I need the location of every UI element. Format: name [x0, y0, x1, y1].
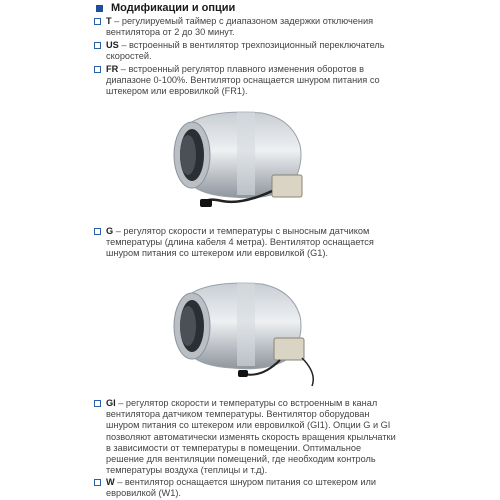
option-code: G — [106, 226, 114, 236]
option-text: – регулятор скорости и температуры со встроенным в канал вентилятора датчиком температуры. Вентилятор оборудован шнуром питания со штекером или евровилкой (GI1). Опции G и GI позволяют автоматически изменять скорость вращения крыльчатки в зависимости от температуры в помещении. Оптимальное решение для вентиляции помещений, где необходим контроль температуры воздуха (теплицы и т.д). — [106, 398, 396, 476]
checkbox-icon — [94, 18, 101, 25]
option-fr — [106, 64, 398, 98]
checkbox-icon — [94, 479, 101, 486]
fan-g-image — [152, 278, 332, 390]
heading-text: Модификации и опции — [111, 2, 236, 14]
fan-fr-image — [152, 105, 318, 213]
checkbox-icon — [94, 228, 101, 235]
checkbox-icon — [94, 400, 101, 407]
checkbox-icon — [94, 66, 101, 73]
option-code: T — [106, 16, 112, 26]
bullet-square-icon — [96, 5, 103, 12]
option-us — [106, 40, 398, 62]
checkbox-icon — [94, 42, 101, 49]
option-text: – регулятор скорости и температуры с выносным датчиком температуры (длина кабеля 4 метра). Вентилятор оснащается шнуром питания со штекером или евровилкой (G1). — [106, 226, 374, 259]
option-text: – встроенный регулятор плавного изменения оборотов в диапазоне 0-100%. Вентилятор оснащается шнуром питания со штекером или евровилкой (FR1). — [106, 64, 380, 97]
option-text: – регулируемый таймер с диапазоном задержки отключения вентилятора от 2 до 30 минут. — [106, 16, 374, 38]
option-t — [106, 16, 398, 38]
section-heading — [96, 2, 235, 14]
option-gi — [106, 398, 398, 476]
option-text: – вентилятор оснащается шнуром питания со штекером или евровилкой (W1). — [106, 477, 376, 499]
option-code: US — [106, 40, 119, 50]
option-g — [106, 226, 398, 260]
option-text: – встроенный в вентилятор трехпозиционный переключатель скоростей. — [106, 40, 385, 62]
option-code: W — [106, 477, 115, 487]
option-code: FR — [106, 64, 119, 74]
option-code: GI — [106, 398, 116, 408]
option-w — [106, 477, 398, 499]
